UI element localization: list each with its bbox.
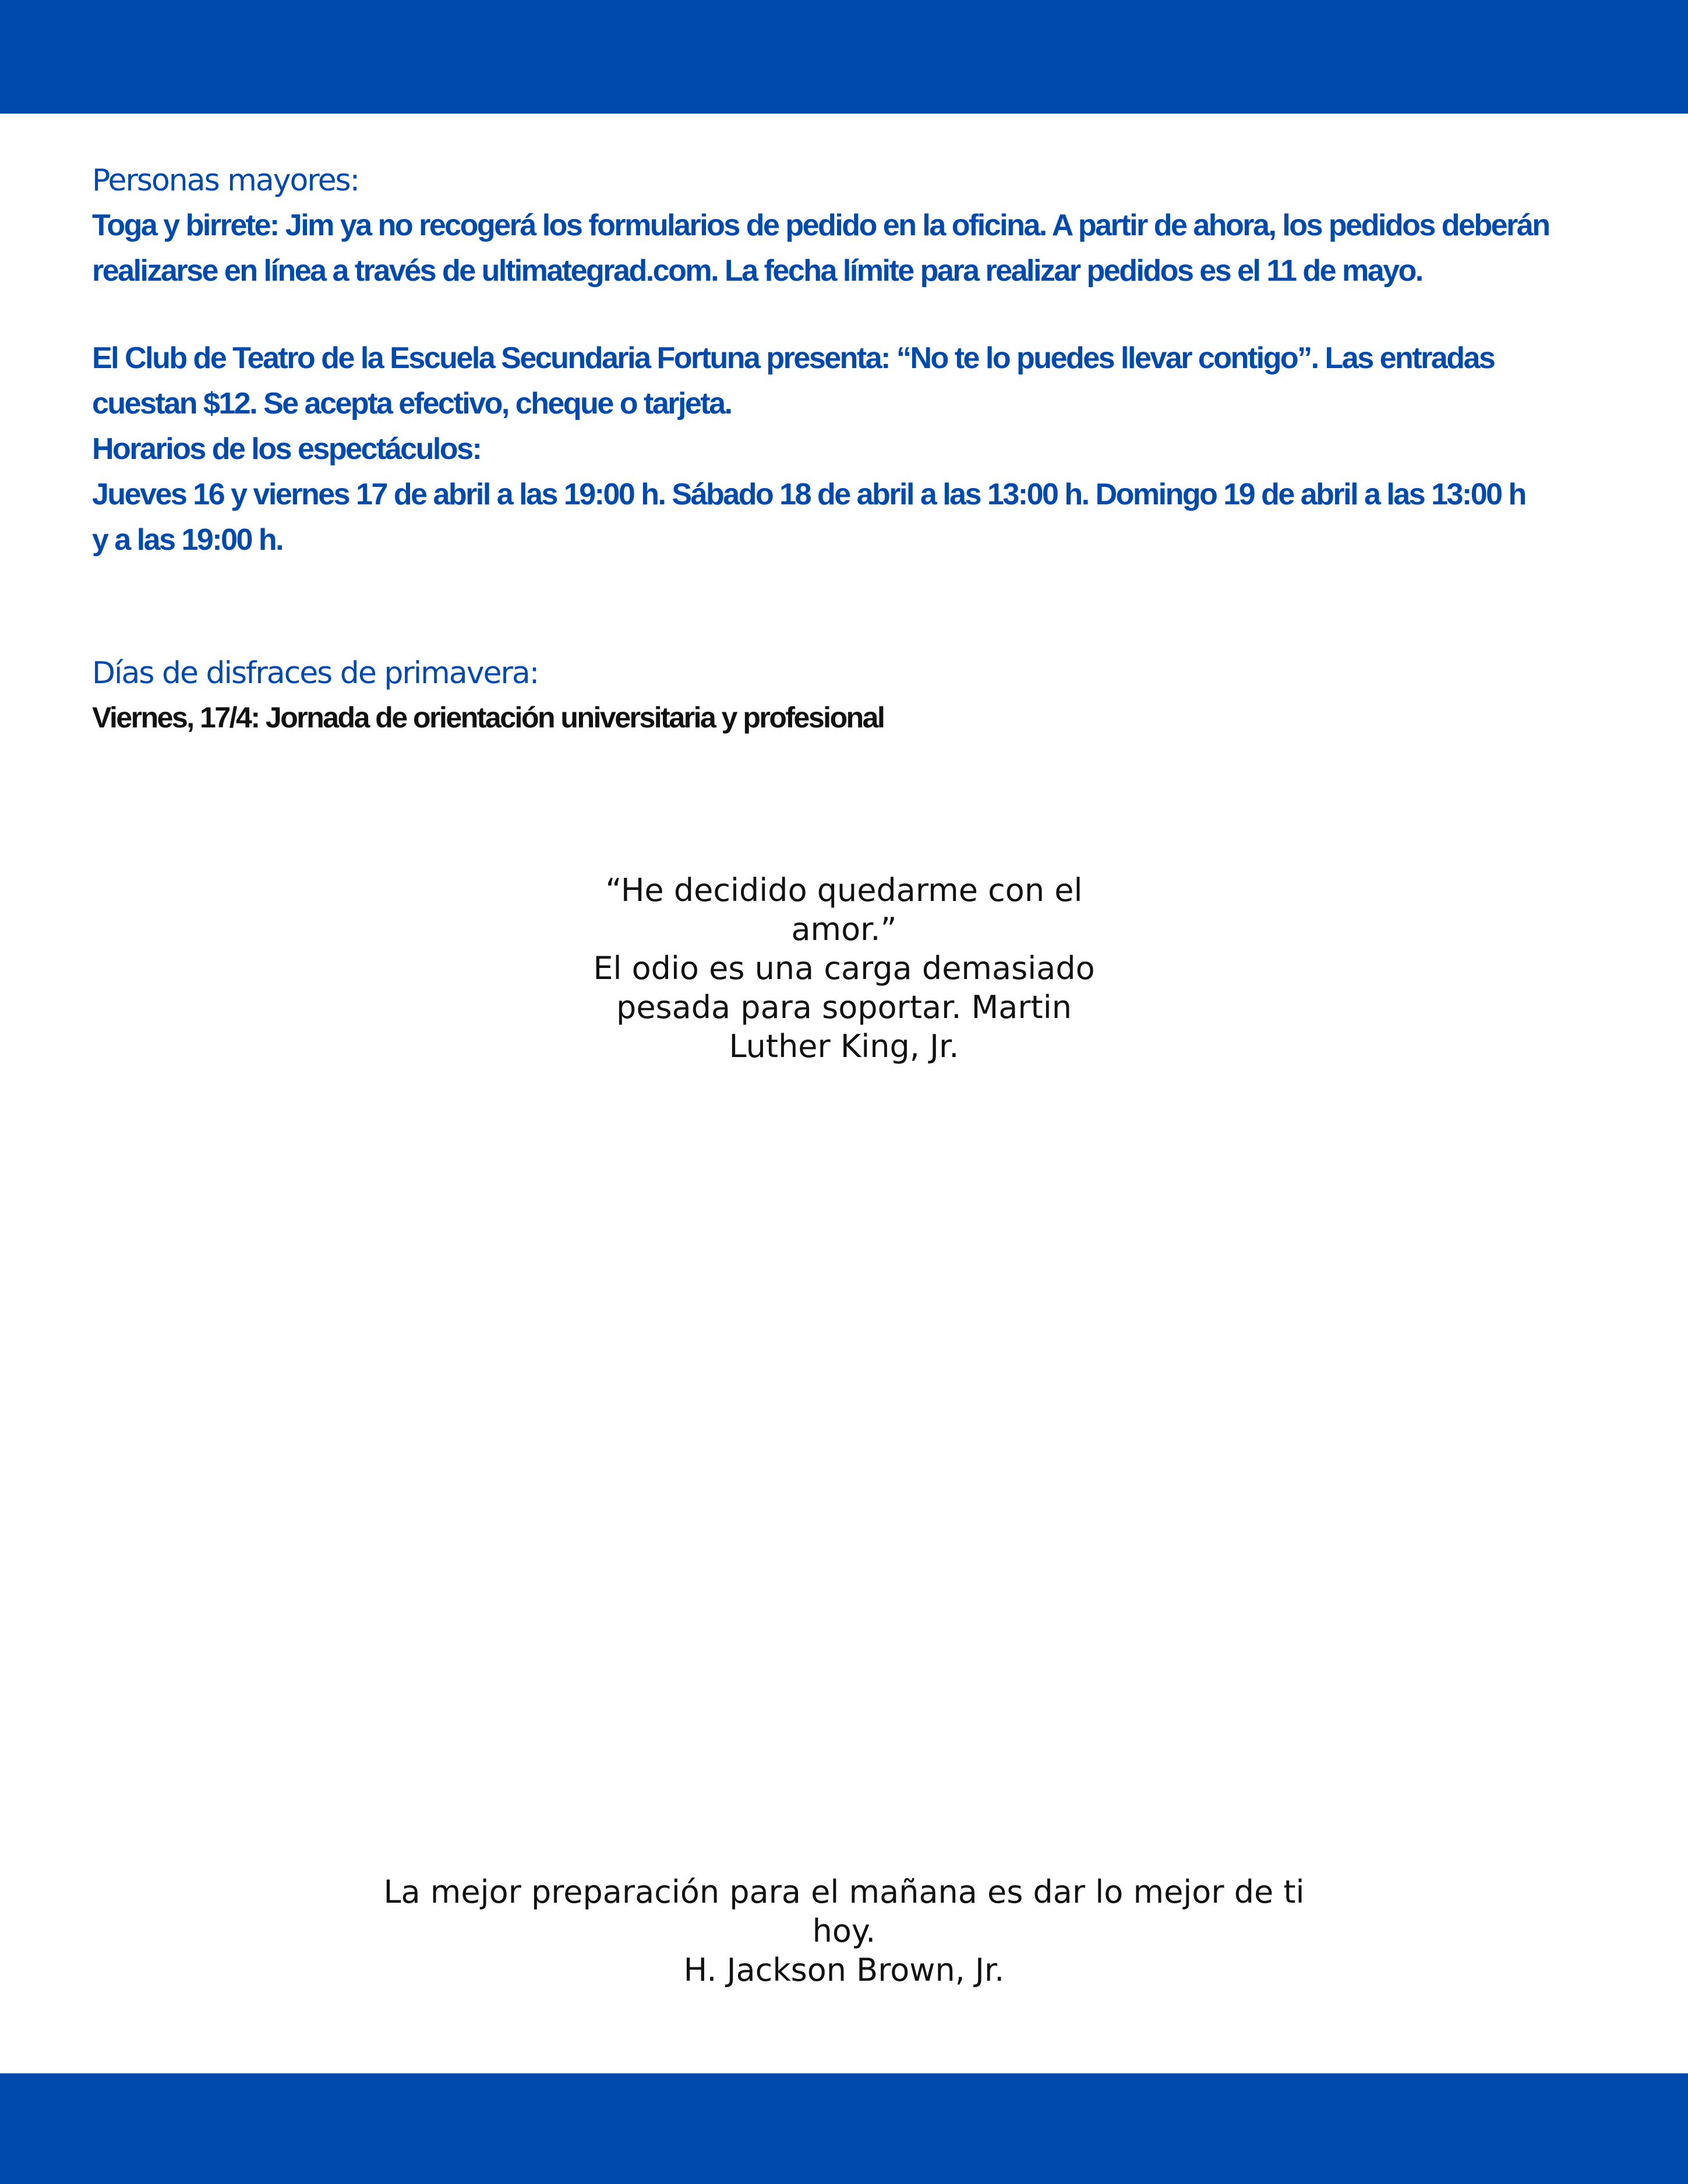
quote-mlk-line-4: pesada para soportar. Martin xyxy=(616,989,1072,1026)
gown-notice-line-2: realizarse en línea a través de ultimategrad.com. La fecha límite para realizar pedidos es el 11 de mayo. xyxy=(92,254,1422,288)
quote-jackson-line-1: La mejor preparación para el mañana es dar lo mejor de ti xyxy=(383,1874,1305,1910)
seniors-heading: Personas mayores: xyxy=(92,163,359,198)
showtimes-label: Horarios de los espectáculos: xyxy=(92,432,481,466)
spring-dress-section xyxy=(92,651,1583,740)
top-banner xyxy=(0,0,1688,114)
showtimes-line-2: y a las 19:00 h. xyxy=(92,523,283,557)
quote-jackson-line-2: hoy. xyxy=(812,1913,876,1949)
quote-mlk-line-3: El odio es una carga demasiado xyxy=(593,950,1095,987)
quote-mlk xyxy=(553,871,1135,1066)
quote-jackson-line-3: H. Jackson Brown, Jr. xyxy=(683,1952,1005,1988)
seniors-section xyxy=(92,158,1583,563)
bottom-banner xyxy=(0,2073,1688,2184)
spring-dress-item: Viernes, 17/4: Jornada de orientación universitaria y profesional xyxy=(92,701,884,734)
gown-notice-line-1: Toga y birrete: Jim ya no recogerá los formularios de pedido en la oficina. A partir de ahora, los pedidos deberán xyxy=(92,208,1549,242)
quote-mlk-line-2: amor.” xyxy=(791,911,897,948)
theater-notice-line-2: cuestan $12. Se acepta efectivo, cheque o tarjeta. xyxy=(92,387,732,420)
showtimes-line-1: Jueves 16 y viernes 17 de abril a las 19:00 h. Sábado 18 de abril a las 13:00 h. Domingo 19 de abril a las 13:00 h xyxy=(92,478,1525,511)
quote-mlk-line-5: Luther King, Jr. xyxy=(729,1028,959,1065)
theater-notice-line-1: El Club de Teatro de la Escuela Secundaria Fortuna presenta: “No te lo puedes llevar contigo”. Las entradas xyxy=(92,341,1495,375)
quote-jackson-brown xyxy=(320,1872,1368,1989)
paragraph-spacer xyxy=(92,294,1583,335)
quote-mlk-line-1: “He decidido quedarme con el xyxy=(605,872,1083,909)
spring-dress-heading: Días de disfraces de primavera: xyxy=(92,656,539,691)
